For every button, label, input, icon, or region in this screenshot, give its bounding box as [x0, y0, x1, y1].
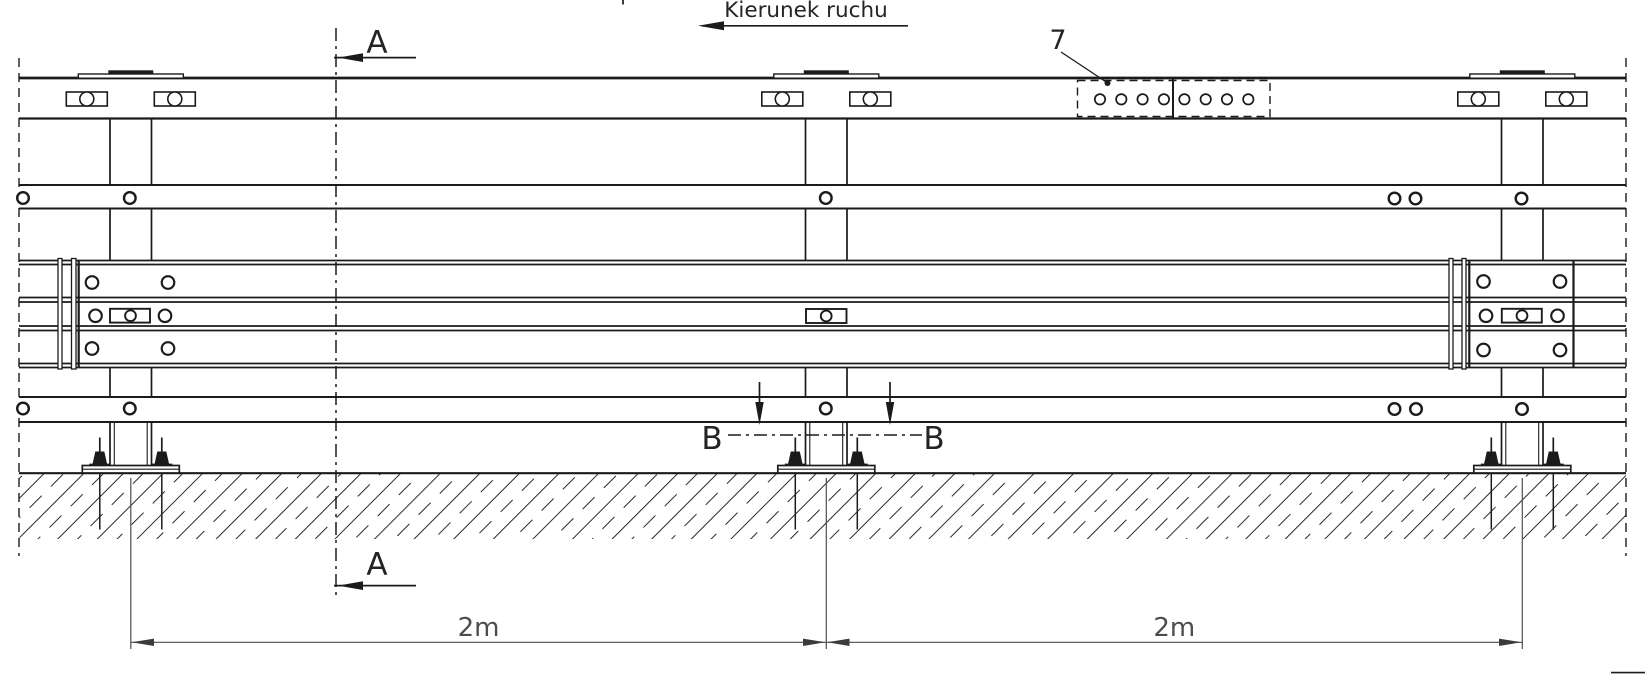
post-center: [762, 70, 891, 529]
w-beam-splice-right: [1449, 259, 1574, 370]
w-beam-center-slot: [806, 309, 847, 323]
cap-plate-pad: [108, 70, 153, 74]
callout-7-label: 7: [1049, 25, 1067, 56]
direction-arrow-head-icon: [698, 21, 724, 30]
handrail: [19, 78, 1626, 119]
post-right: [1458, 70, 1587, 529]
cap-plate-pad: [804, 70, 849, 74]
ground-hatch: [20, 474, 1627, 539]
w-beam-splice-left: [58, 259, 174, 370]
dim-arrow-icon: [827, 639, 850, 646]
direction-of-traffic: [623, 0, 908, 30]
upper-rail-bolts: [17, 192, 1527, 204]
direction-label: Kierunek ruchu: [724, 0, 888, 23]
cap-plate-pad: [1500, 70, 1545, 74]
section-a-arrow-icon: [338, 581, 363, 590]
cap-plate: [774, 74, 879, 78]
callout-7-dot-icon: [1105, 80, 1111, 86]
intermediate-rail-lower: [17, 397, 1626, 422]
section-line-b: [701, 382, 944, 457]
lower-rail-bolts: [17, 403, 1528, 415]
section-a-label-top: A: [366, 25, 388, 61]
intermediate-rail-upper: [17, 185, 1626, 209]
dimension-right-value: 2m: [1153, 613, 1196, 643]
dim-arrow-icon: [1499, 639, 1522, 646]
cap-plate: [1470, 74, 1575, 78]
ground: [19, 473, 1626, 539]
w-beam-guardrail: [19, 259, 1626, 370]
post-left: [66, 70, 195, 529]
section-a-label-bottom: A: [366, 547, 388, 583]
dimension-left-value: 2m: [457, 613, 500, 643]
section-b-label-right: B: [923, 421, 945, 457]
section-b-label-left: B: [701, 421, 723, 457]
section-a-arrow-icon: [338, 53, 363, 62]
dim-arrow-icon: [803, 639, 826, 646]
dim-arrow-icon: [132, 639, 155, 646]
cap-plate: [78, 74, 183, 78]
